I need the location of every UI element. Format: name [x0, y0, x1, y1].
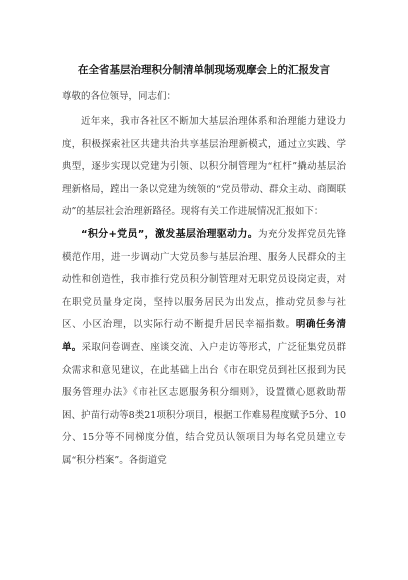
section-1-text-b: 采取问卷调查、座谈交流、入户走访等形式，广泛征集党员群众需求和意见建议，在此基础上出台《市在职党员到社区报到为民服务管理办法》《市社区志愿服务积分细则》，设置微心愿救助帮困、护苗行动等8类21项积分项目，根据工作难易程度赋予5分、10分、15分等不同梯度分值，结合党员认领项目为每名党员建立专属“积分档案”。各街道党 — [62, 341, 346, 466]
section-1-heading: “积分+党员”，激发基层治理驱动力。 — [81, 228, 259, 240]
salutation: 尊敬的各位领导，同志们： — [62, 91, 177, 102]
document-title: 在全省基层治理积分制清单制现场观摩会上的汇报发言 — [78, 64, 330, 76]
section-1-text-a: 为充分发挥党员先锋模范作用，进一步调动广大党员参与基层治理、服务人民群众的主动性和创造性，我市推行党员积分制管理对无职党员设岗定责，对在职党员量身定岗，坚持以服务居民为出发点，推动党员参与社区、小区治理，以实际行动不断提升居民幸福指数。 — [62, 228, 346, 331]
section-1-paragraph — [62, 224, 346, 473]
task-list-label: 明确任务清单。 — [62, 319, 346, 353]
intro-paragraph: 近年来，我市各社区不断加大基层治理体系和治理能力建设力度，积极探索社区共建共治共享基层治理新模式，通过立实践、学典型，逐步实现以党建为引领、以积分制管理为“杠杆”撬动基层治理新格局，蹚出一条以党建为统领的“党员带动、群众主动、商圈联动”的基层社会治理新路径。现将有关工作进展情况汇报如下： — [62, 116, 346, 218]
